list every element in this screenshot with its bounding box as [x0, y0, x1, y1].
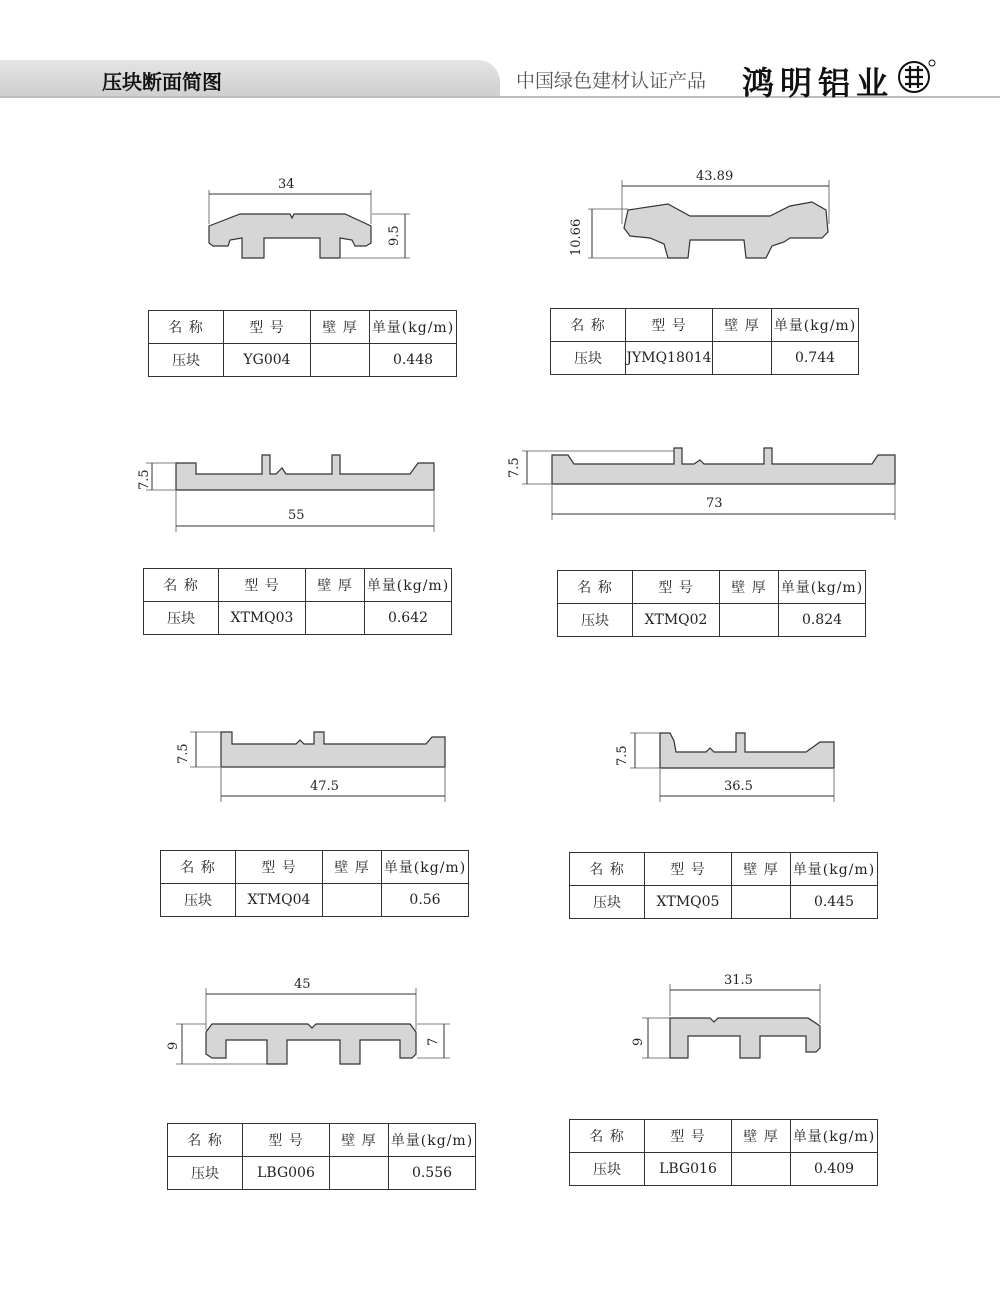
cell-model: XTMQ03 — [219, 602, 306, 635]
header-name: 名 称 — [149, 311, 224, 344]
profile-drawing-yg004 — [209, 177, 410, 258]
cell-wall — [311, 344, 370, 377]
header-unit-weight: 单量(kg/m) — [370, 311, 457, 344]
cell-weight: 0.445 — [791, 886, 878, 919]
dim-label: 9 — [166, 1041, 181, 1050]
table-row — [551, 342, 859, 375]
header-name: 名 称 — [551, 309, 626, 342]
header-wall-thickness: 壁 厚 — [306, 569, 365, 602]
header-model: 型 号 — [626, 309, 713, 342]
dim-label: 7.5 — [615, 745, 630, 766]
profile-drawing-xtmq02 — [507, 448, 895, 520]
table-row — [144, 602, 452, 635]
cell-model: LBG016 — [645, 1153, 732, 1186]
cell-model: XTMQ05 — [645, 886, 732, 919]
header-unit-weight: 单量(kg/m) — [791, 1120, 878, 1153]
spec-table-xtmq04 — [160, 850, 469, 917]
spec-table-xtmq05 — [569, 852, 878, 919]
profile-drawing-jymq18014 — [569, 169, 829, 258]
header-name: 名 称 — [144, 569, 219, 602]
table-row — [168, 1157, 476, 1190]
header-name: 名 称 — [570, 853, 645, 886]
header-model: 型 号 — [645, 853, 732, 886]
cell-name: 压块 — [570, 886, 645, 919]
cell-model: YG004 — [224, 344, 311, 377]
spec-table-lbg006 — [167, 1123, 476, 1190]
dim-label: 43.89 — [696, 169, 734, 184]
cell-model: JYMQ18014 — [626, 342, 713, 375]
cell-wall — [713, 342, 772, 375]
cell-weight: 0.642 — [365, 602, 452, 635]
dim-label: 34 — [278, 177, 295, 192]
header-name: 名 称 — [570, 1120, 645, 1153]
header-unit-weight: 单量(kg/m) — [365, 569, 452, 602]
cell-weight: 0.824 — [779, 604, 866, 637]
spec-table-xtmq02 — [557, 570, 866, 637]
header-wall-thickness: 壁 厚 — [720, 571, 779, 604]
dim-label: 45 — [294, 977, 311, 992]
spec-table-jymq18014 — [550, 308, 859, 375]
cell-model: LBG006 — [243, 1157, 330, 1190]
cell-weight: 0.556 — [389, 1157, 476, 1190]
cell-name: 压块 — [558, 604, 633, 637]
header-model: 型 号 — [236, 851, 323, 884]
header-name: 名 称 — [161, 851, 236, 884]
dim-label: 7.5 — [176, 743, 191, 764]
dim-label: 36.5 — [724, 779, 753, 794]
cell-name: 压块 — [149, 344, 224, 377]
seal-logo-icon — [894, 58, 936, 94]
header-model: 型 号 — [645, 1120, 732, 1153]
header-name: 名 称 — [558, 571, 633, 604]
header-wall-thickness: 壁 厚 — [713, 309, 772, 342]
certification-slogan: 中国绿色建材认证产品 — [516, 70, 707, 92]
header-unit-weight: 单量(kg/m) — [772, 309, 859, 342]
cell-name: 压块 — [551, 342, 626, 375]
header-unit-weight: 单量(kg/m) — [382, 851, 469, 884]
table-row — [161, 884, 469, 917]
profile-drawing-xtmq03 — [137, 455, 434, 532]
cell-weight: 0.409 — [791, 1153, 878, 1186]
spec-table-lbg016 — [569, 1119, 878, 1186]
brand-name: 鸿明铝业 — [742, 64, 895, 102]
header-unit-weight: 单量(kg/m) — [389, 1124, 476, 1157]
dim-label: 7.5 — [507, 457, 522, 478]
dim-label: 31.5 — [724, 973, 753, 988]
dim-label: 7 — [426, 1037, 441, 1046]
dim-label: 10.66 — [569, 218, 584, 256]
cell-name: 压块 — [144, 602, 219, 635]
table-row — [149, 344, 457, 377]
table-row — [570, 886, 878, 919]
dim-label: 9.5 — [387, 225, 402, 246]
header-wall-thickness: 壁 厚 — [732, 1120, 791, 1153]
dim-label: 55 — [288, 508, 305, 523]
header-wall-thickness: 壁 厚 — [732, 853, 791, 886]
cell-wall — [720, 604, 779, 637]
profile-drawing-xtmq05 — [615, 733, 834, 802]
profile-drawing-xtmq04 — [176, 732, 445, 802]
cell-name: 压块 — [168, 1157, 243, 1190]
header-wall-thickness: 壁 厚 — [311, 311, 370, 344]
page-header — [0, 0, 1000, 110]
cell-wall — [732, 1153, 791, 1186]
page-title: 压块断面简图 — [102, 70, 222, 94]
cell-wall — [323, 884, 382, 917]
header-wall-thickness: 壁 厚 — [330, 1124, 389, 1157]
dim-label: 9 — [631, 1037, 646, 1046]
header-name: 名 称 — [168, 1124, 243, 1157]
cell-name: 压块 — [161, 884, 236, 917]
header-model: 型 号 — [224, 311, 311, 344]
table-row — [570, 1153, 878, 1186]
profile-drawing-lbg006 — [166, 977, 450, 1064]
spec-table-xtmq03 — [143, 568, 452, 635]
header-model: 型 号 — [243, 1124, 330, 1157]
cell-weight: 0.56 — [382, 884, 469, 917]
cell-wall — [330, 1157, 389, 1190]
dim-label: 73 — [706, 496, 723, 511]
cell-weight: 0.744 — [772, 342, 859, 375]
header-model: 型 号 — [633, 571, 720, 604]
dim-label: 47.5 — [310, 779, 339, 794]
cell-model: XTMQ04 — [236, 884, 323, 917]
table-row — [558, 604, 866, 637]
cell-model: XTMQ02 — [633, 604, 720, 637]
spec-table-yg004 — [148, 310, 457, 377]
profile-drawing-lbg016 — [631, 973, 820, 1058]
cell-wall — [306, 602, 365, 635]
cell-weight: 0.448 — [370, 344, 457, 377]
cell-wall — [732, 886, 791, 919]
header-tab — [0, 60, 500, 96]
dim-label: 7.5 — [137, 469, 152, 490]
header-wall-thickness: 壁 厚 — [323, 851, 382, 884]
cell-name: 压块 — [570, 1153, 645, 1186]
header-unit-weight: 单量(kg/m) — [779, 571, 866, 604]
header-model: 型 号 — [219, 569, 306, 602]
header-unit-weight: 单量(kg/m) — [791, 853, 878, 886]
